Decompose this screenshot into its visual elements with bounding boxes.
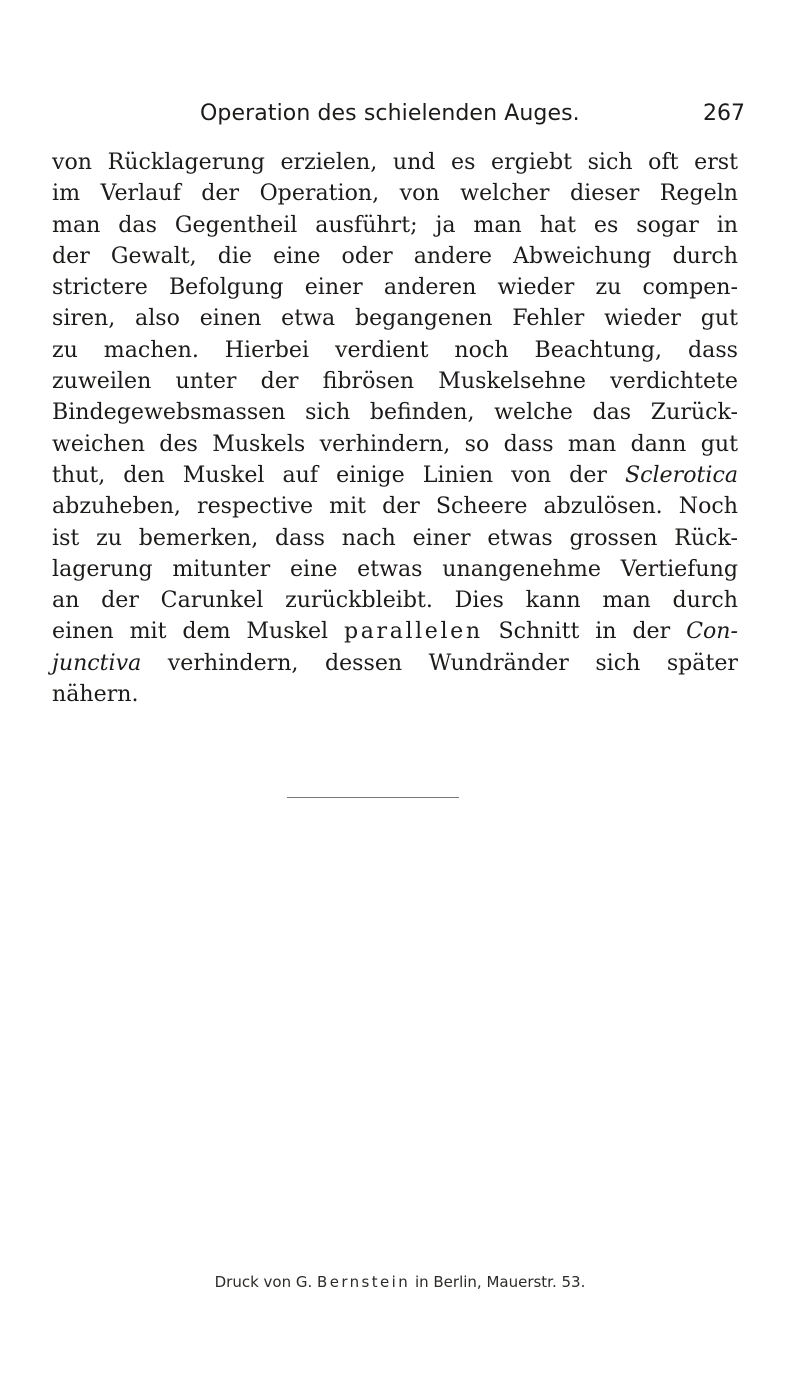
text-line: Bindegewebsmassen sich befinden, welche das Zurück- bbox=[52, 399, 738, 426]
printer-imprint bbox=[0, 1271, 800, 1293]
text-line bbox=[52, 460, 738, 491]
text-line: ist zu bemerken, dass nach einer etwas grossen Rück- bbox=[52, 524, 738, 551]
printer-name: Bernstein bbox=[317, 1273, 411, 1291]
text-run: verhindern, dessen Wundränder sich später bbox=[141, 649, 738, 676]
imprint-text: Druck von G. bbox=[214, 1273, 318, 1291]
text-line: lagerung mitunter eine etwas unangenehme Vertiefung bbox=[52, 555, 738, 582]
text-line: weichen des Muskels verhindern, so dass man dann gut bbox=[52, 430, 738, 457]
italic-term-sclerotica: Sclerotica bbox=[624, 461, 738, 488]
imprint-text: in Berlin, Mauerstr. 53. bbox=[410, 1273, 586, 1291]
text-line: nähern. bbox=[52, 681, 139, 708]
page-number: 267 bbox=[703, 101, 745, 126]
text-line: im Verlauf der Operation, von welcher dieser Regeln bbox=[52, 180, 738, 207]
spaced-emphasis: parallelen bbox=[344, 618, 483, 645]
text-line: an der Carunkel zurückbleibt. Dies kann man durch bbox=[52, 587, 738, 614]
italic-term-conjunctiva: junctiva bbox=[52, 649, 142, 676]
text-line bbox=[52, 616, 738, 647]
body-paragraph bbox=[52, 147, 738, 710]
page-header bbox=[0, 99, 800, 129]
text-line: der Gewalt, die eine oder andere Abweichung durch bbox=[52, 242, 738, 269]
text-line: strictere Befolgung einer anderen wieder zu compen- bbox=[52, 274, 738, 301]
running-title: Operation des schielenden Auges. bbox=[200, 101, 580, 126]
text-line: zu machen. Hierbei verdient noch Beachtung, dass bbox=[52, 336, 738, 363]
italic-term-conjunctiva: Con- bbox=[686, 618, 738, 645]
text-run: einen mit dem Muskel bbox=[52, 618, 345, 645]
text-run: Schnitt in der bbox=[482, 618, 687, 645]
text-line: man das Gegentheil ausführt; ja man hat es sogar in bbox=[52, 211, 738, 238]
text-line: zuweilen unter der fibrösen Muskelsehne verdichtete bbox=[52, 368, 738, 395]
text-line: siren, also einen etwa begangenen Fehler wieder gut bbox=[52, 305, 738, 332]
text-line: von Rücklagerung erzielen, und es ergiebt sich oft erst bbox=[52, 149, 738, 175]
text-line: abzuheben, respective mit der Scheere abzulösen. Noch bbox=[52, 493, 738, 520]
text-run: thut, den Muskel auf einige Linien von der bbox=[52, 461, 625, 488]
section-divider bbox=[287, 797, 459, 798]
text-line bbox=[52, 648, 738, 679]
